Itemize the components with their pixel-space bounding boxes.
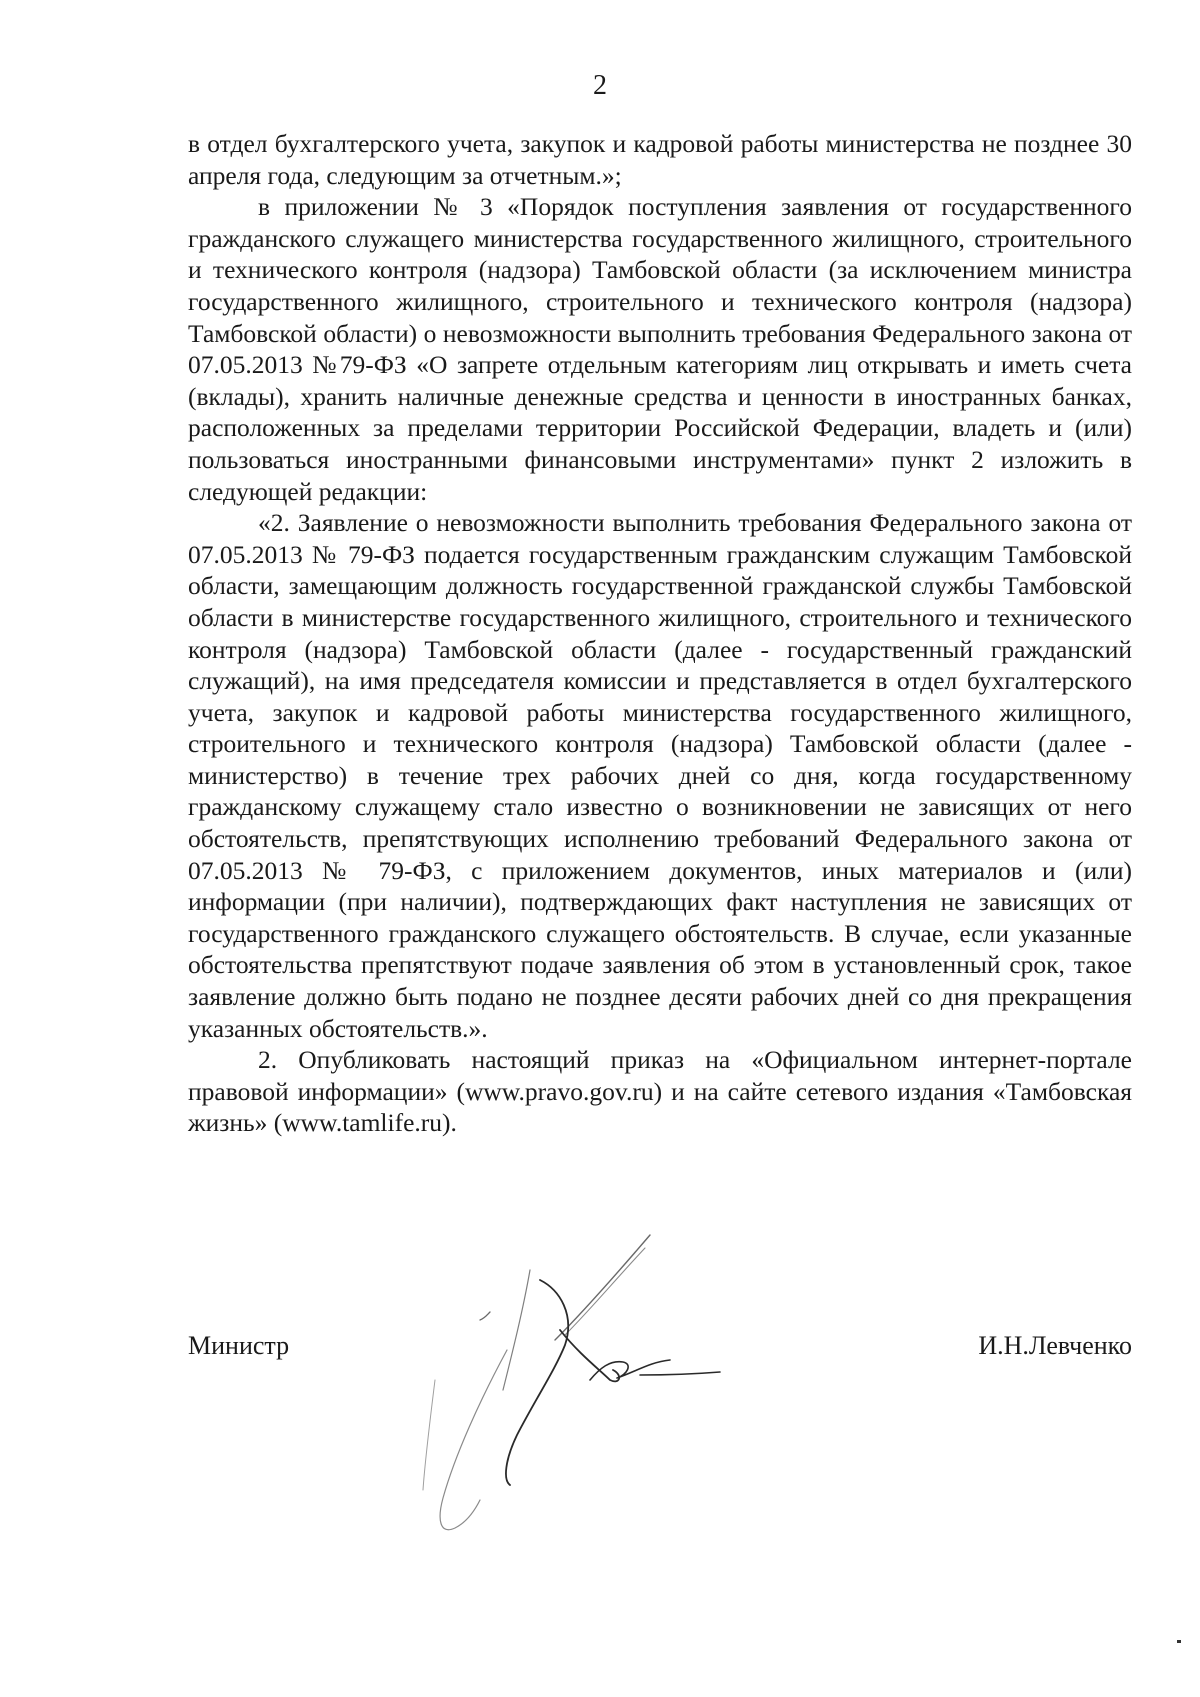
handwritten-signature-icon xyxy=(395,1230,795,1570)
paragraph-appendix-3: в приложении № 3 «Порядок поступления заявления от государственного гражданского служащего министерства государственного жилищного, строительного и технического контроля (надзора) Тамбовской области (за исключением министра государственного жилищного, строительного и технического контроля (надзора) Тамбовской области) о невозможности выполнить требования Федерального закона от 07.05.2013 №79-ФЗ «О запрете отдельным категориям лиц открывать и иметь счета (вклады), хранить наличные денежные средства и ценности в иностранных банках, расположенных за пределами территории Российской Федерации, владеть и (или) пользоваться иностранными финансовыми инструментами» пункт 2 изложить в следующей редакции: xyxy=(188,192,1132,506)
signatory-name: И.Н.Левченко xyxy=(978,1331,1132,1360)
document-body xyxy=(188,128,1132,1139)
scan-mark xyxy=(1177,1640,1181,1643)
signatory-position: Министр xyxy=(188,1331,290,1360)
paragraph-publish-order: 2. Опубликовать настоящий приказ на «Официальном интернет-портале правовой информации» (www.pravo.gov.ru) и на сайте сетевого издания «Тамбовская жизнь» (www.tamlife.ru). xyxy=(188,1045,1132,1138)
paragraph-continuation: в отдел бухгалтерского учета, закупок и кадровой работы министерства не позднее 30 апреля года, следующим за отчетным.»; xyxy=(188,129,1132,190)
paragraph-item-2-text: «2. Заявление о невозможности выполнить требования Федерального закона от 07.05.2013 № 79-ФЗ подается государственным гражданским служащим Тамбовской области, замещающим должность государственной гражданской службы Тамбовской области в министерстве государственного жилищного, строительного и технического контроля (надзора) Тамбовской области (далее - государственный гражданский служащий), на имя председателя комиссии и представляется в отдел бухгалтерского учета, закупок и кадровой работы министерства государственного жилищного, строительного и технического контроля (надзора) Тамбовской области (далее - министерство) в течение трех рабочих дней со дня, когда государственному гражданскому служащему стало известно о возникновении не зависящих от него обстоятельств, препятствующих исполнению требований Федерального закона от 07.05.2013 № 79-ФЗ, с приложением документов, иных материалов и (или) информации (при наличии), подтверждающих факт наступления не зависящих от государственного гражданского служащего обстоятельств. В случае, если указанные обстоятельства препятствуют подаче заявления об этом в установленный срок, такое заявление должно быть подано не позднее десяти рабочих дней со дня прекращения указанных обстоятельств.». xyxy=(188,508,1132,1043)
page-number: 2 xyxy=(593,70,607,101)
